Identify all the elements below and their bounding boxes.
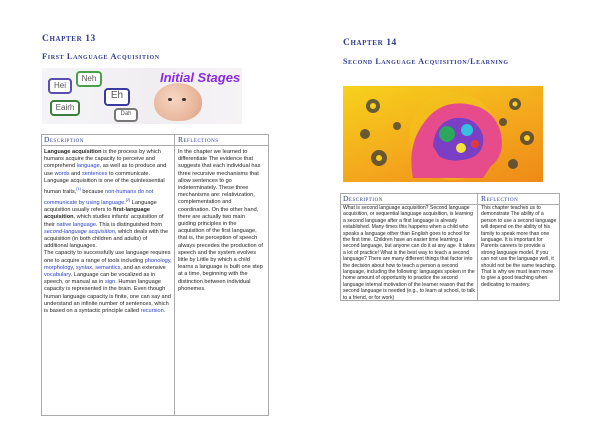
wiki-link[interactable]: native language (56, 221, 96, 228)
description-cell (44, 149, 172, 315)
text-segment: , (92, 264, 96, 271)
text-segment: . (124, 199, 126, 206)
chapter-13-title: First Language Acquisition (42, 51, 160, 61)
description-paragraph (44, 149, 172, 178)
text-segment: Language acquisition is one of the quintessential human traits, (44, 177, 165, 195)
text-segment: [1] (76, 186, 81, 192)
text-segment: and (69, 170, 82, 177)
description-cell: What is second language acquisition? Second language acquisition, or sequential language acquisition, is learning a second language after a first language is already established. Many times this happens when a child who speaks a language other than English goes to school for the first time. Children have an easier time learning a second language, but anyone can do it at any age. It takes a lot of practice! What is the best way to teach a second language? There are many different things that factor into the decision about how to teach a person a second language, including the following: languages spoken in the home amount of opportunity to practice the second language internal motivation of the learner reason that the second language is needed (e.g., to learn at school, to talk to a friend, or for work) (343, 205, 475, 301)
wiki-link[interactable]: language (76, 163, 100, 170)
reflections-cell: In the chapter we learned to differentiate The evidence that suggests that each individual has three recursive mechanisms that allow sentences to go indeterminately. These three mechanisms are: relativization, complementation and coordination. On the other hand, there are actually two main guiding principles in the acquisition of the first language, that is, the perception of speech always precedes the production of speech and the system evolves little by Little by which a child learns a language is built one step at a time, beginning with the distinction between individual phonemes. (178, 149, 263, 292)
chapter-13-table (41, 134, 269, 416)
brain-gears-icon (343, 86, 543, 182)
initial-stages-illustration (42, 68, 242, 124)
chapter-14-table (340, 193, 560, 301)
text-segment: Language acquisition (44, 149, 102, 155)
description-header: Description (44, 135, 84, 144)
wiki-link[interactable]: syntax (75, 264, 93, 271)
text-segment: because (80, 188, 106, 195)
text-segment: The capacity to successfully use language requires one to acquire a range of tools including (44, 250, 171, 264)
reflection-cell: This chapter teaches us to demonstrate The ability of a person to use a second language will depend on the ability of his family to speak more than one language. It is important for Parents careers to provide a strong language model. If you can not use the language well, it should not be the same teaching. That is why we must learn more to give a good teaching when dedicating to mastery. (481, 205, 557, 288)
text-segment: , as well as to produce and use (44, 163, 167, 177)
text-segment: , (72, 264, 76, 271)
text-segment: to communicate. (107, 170, 151, 177)
description-paragraph (44, 250, 172, 315)
wiki-link[interactable]: second-language acquisition (44, 228, 115, 235)
speech-bubble: Eh (104, 88, 130, 106)
chapter-13-label: Chapter 13 (42, 34, 96, 44)
text-segment: is the process by which humans acquire the capacity to perceive and comprehend (44, 149, 161, 170)
wiki-link[interactable]: sign (104, 279, 116, 286)
speech-bubble: Hei (48, 78, 72, 94)
speech-bubble: Dah (114, 108, 138, 122)
baby-face-icon (154, 83, 202, 121)
wiki-link[interactable]: recursion (140, 307, 164, 314)
text-segment: . Language can be vocalized as in speech, or manual as in (44, 271, 156, 286)
reflections-header: Reflections (178, 135, 219, 144)
wiki-link[interactable]: phonology (144, 257, 171, 264)
right-page (300, 0, 600, 424)
text-segment: Language acquisition usually refers to (44, 199, 157, 214)
wiki-link[interactable]: sentences (81, 170, 108, 177)
brain-gears-illustration (343, 86, 543, 182)
text-segment: , and an extensive (120, 264, 166, 271)
description-header: Description (343, 194, 383, 203)
speech-bubble: Neh (76, 71, 102, 87)
wiki-link[interactable]: vocabulary (44, 271, 71, 278)
initial-stages-banner: Initial Stages (160, 70, 241, 85)
speech-bubble: Eairh (50, 100, 80, 116)
wiki-link[interactable]: semantics (95, 264, 121, 271)
text-segment: , (170, 257, 172, 264)
wiki-link[interactable]: words (54, 170, 70, 177)
chapter-14-title: Second Language Acquisition/Learning (343, 57, 509, 66)
description-paragraph (44, 178, 172, 251)
text-segment: , which studies infants' acquisition of their (44, 214, 164, 228)
text-segment: [2] (125, 197, 131, 203)
text-segment: , which deals with the acquisition (in both children and adults) of additional languages. (44, 228, 169, 250)
text-segment: first-language acquisition (44, 207, 151, 221)
text-segment: . Human language capacity is represented in the brain. Even though human language capacity is finite, one can say and understand an infinite number of sentences, which is based on a syntactic principle called (44, 279, 171, 314)
text-segment: . (163, 307, 166, 314)
chapter-14-label: Chapter 14 (343, 38, 397, 48)
reflection-header: Reflection (481, 194, 519, 203)
wiki-link[interactable]: morphology (44, 264, 73, 271)
text-segment: . This is distinguished from (95, 221, 163, 228)
wiki-link[interactable]: non-humans do not communicate by using language (44, 188, 154, 206)
